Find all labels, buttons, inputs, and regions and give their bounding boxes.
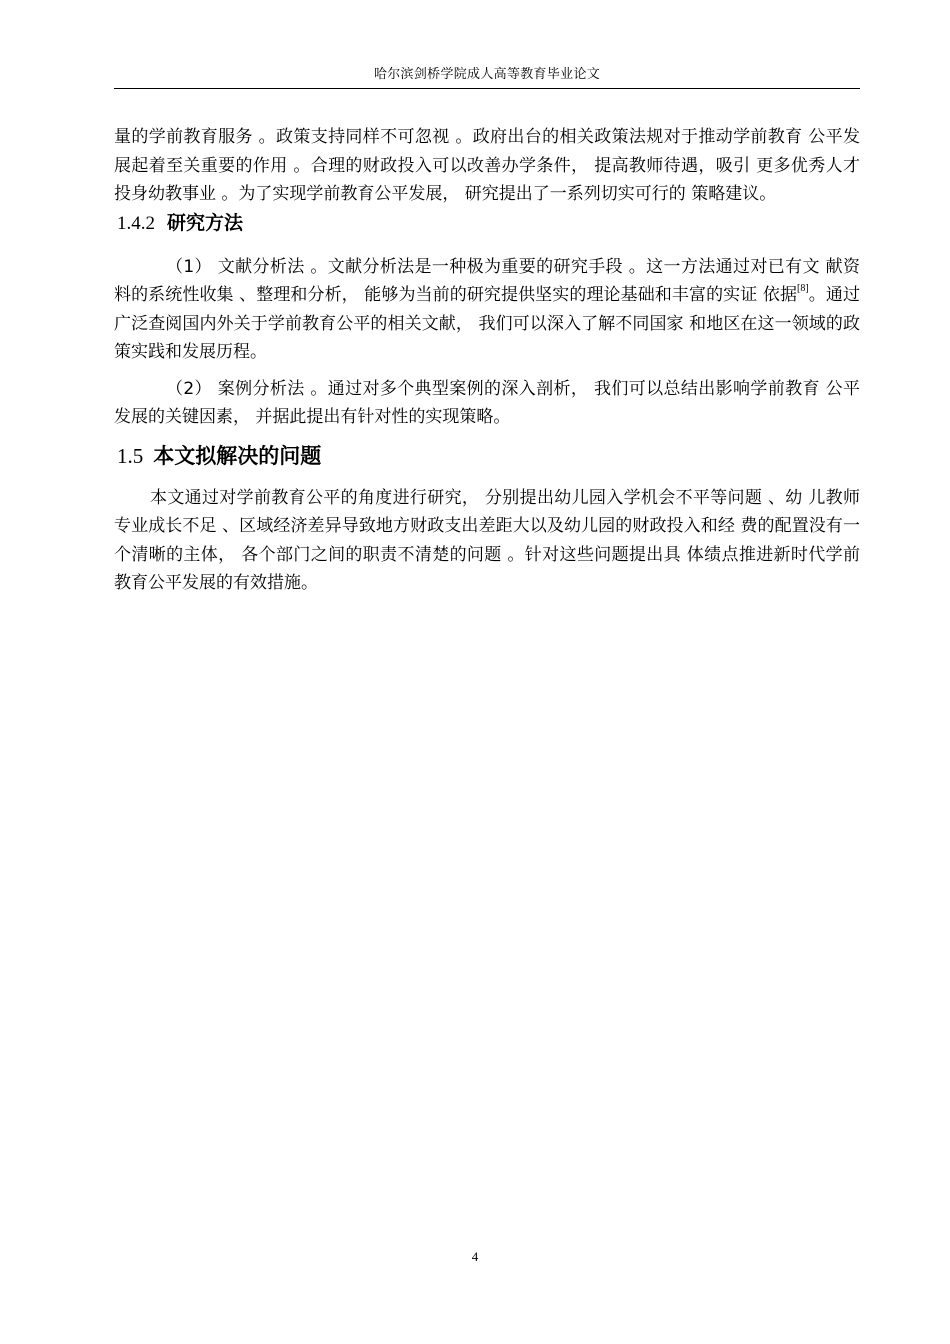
section-heading-1-4-2	[114, 210, 860, 237]
paragraph-gap	[114, 367, 860, 375]
paragraph-text: 案例分析法 。通过对多个典型案例的深入剖析， 我们可以总结出影响学前教育 公平发展的关键因素， 并据此提出有针对性的实现策略。	[114, 378, 860, 427]
citation-reference[interactable]: [8]	[797, 283, 809, 295]
list-marker: （1）	[166, 256, 212, 277]
paragraph-text: 。通过广泛查阅国内外关于学前教育公平的相关文献， 我们可以深入了解不同国家 和地区在这一领域的政策实践和发展历程。	[114, 285, 860, 362]
section-title: 研究方法	[167, 211, 244, 234]
intro-paragraph: 量的学前教育服务 。政策支持同样不可忽视 。政府出台的相关政策法规对于推动学前教育 公平发展起着至关重要的作用 。合理的财政投入可以改善办学条件， 提高教师待遇，吸引 更多优秀人才投身幼教事业 。为了实现学前教育公平发展， 研究提出了一系列切实可行的 策略建议。	[114, 127, 860, 204]
problems-paragraph: 本文通过对学前教育公平的角度进行研究， 分别提出幼儿园入学机会不平等问题 、幼 儿教师专业成长不足 、区域经济差异导致地方财政支出差距大以及幼儿园的财政投入和经 费的配置没有一个清晰的主体， 各个部门之间的职责不清楚的问题 。针对这些问题提出具 体绩点推进新时代学前教育公平发展的有效措施。	[114, 487, 860, 593]
running-header: 哈尔滨剑桥学院成人高等教育毕业论文	[373, 67, 601, 82]
page-number: 4	[471, 1249, 479, 1264]
list-marker: （2）	[166, 378, 212, 399]
header-divider	[114, 88, 860, 89]
section-number: 1.5	[117, 443, 144, 468]
section-title: 本文拟解决的问题	[153, 443, 322, 468]
section-number: 1.4.2	[117, 212, 155, 234]
page-body	[114, 123, 860, 598]
section-heading-1-5	[114, 442, 860, 470]
method-literature-paragraph	[114, 253, 860, 367]
paragraph-text: 文献分析法 。文献分析法是一种极为重要的研究手段 。这一方法通过对已有文 献资料的系统性收集 、整理和分析， 能够为当前的研究提供坚实的理论基础和丰富的实证 依据	[114, 256, 860, 305]
method-case-paragraph	[114, 375, 860, 432]
